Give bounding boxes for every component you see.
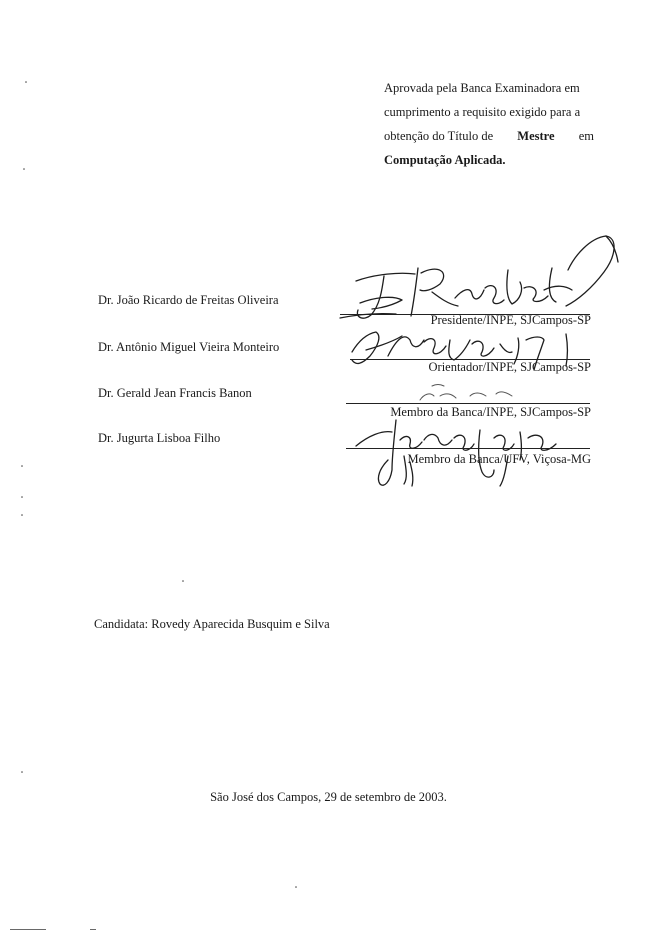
committee-member-role-1: Presidente/INPE, SJCampos-SP <box>430 313 591 327</box>
committee-member-name-2: Dr. Antônio Miguel Vieira Monteiro <box>98 340 280 354</box>
committee-member-name-3: Dr. Gerald Jean Francis Banon <box>98 386 252 400</box>
program-name-line <box>384 148 594 172</box>
degree-title: Mestre <box>517 129 555 143</box>
approval-line-3 <box>384 124 594 148</box>
approval-line-2: cumprimento a requisito exigido para a <box>384 105 581 119</box>
candidate-name: Candidata: Rovedy Aparecida Busquim e Silva <box>94 617 330 631</box>
signature-3 <box>420 385 512 401</box>
approval-line-3-suffix: em <box>578 129 594 143</box>
committee-member-role-4: Membro da Banca/UFV, Viçosa-MG <box>407 452 591 466</box>
signature-line-3 <box>346 403 590 404</box>
signature-1 <box>340 236 618 318</box>
approval-statement <box>384 76 594 172</box>
committee-member-name-1: Dr. João Ricardo de Freitas Oliveira <box>98 293 279 307</box>
program-name: Computação Aplicada. <box>384 153 506 167</box>
committee-member-role-2: Orientador/INPE, SJCampos-SP <box>428 360 591 374</box>
committee-member-name-4: Dr. Jugurta Lisboa Filho <box>98 431 221 445</box>
approval-line-1: Aprovada pela Banca Examinadora em <box>384 81 580 95</box>
approval-line-3-prefix: obtenção do Título de <box>384 129 494 143</box>
place-and-date: São José dos Campos, 29 de setembro de 2003. <box>210 790 447 804</box>
committee-member-role-3: Membro da Banca/INPE, SJCampos-SP <box>390 405 591 419</box>
signature-line-4 <box>346 448 590 449</box>
